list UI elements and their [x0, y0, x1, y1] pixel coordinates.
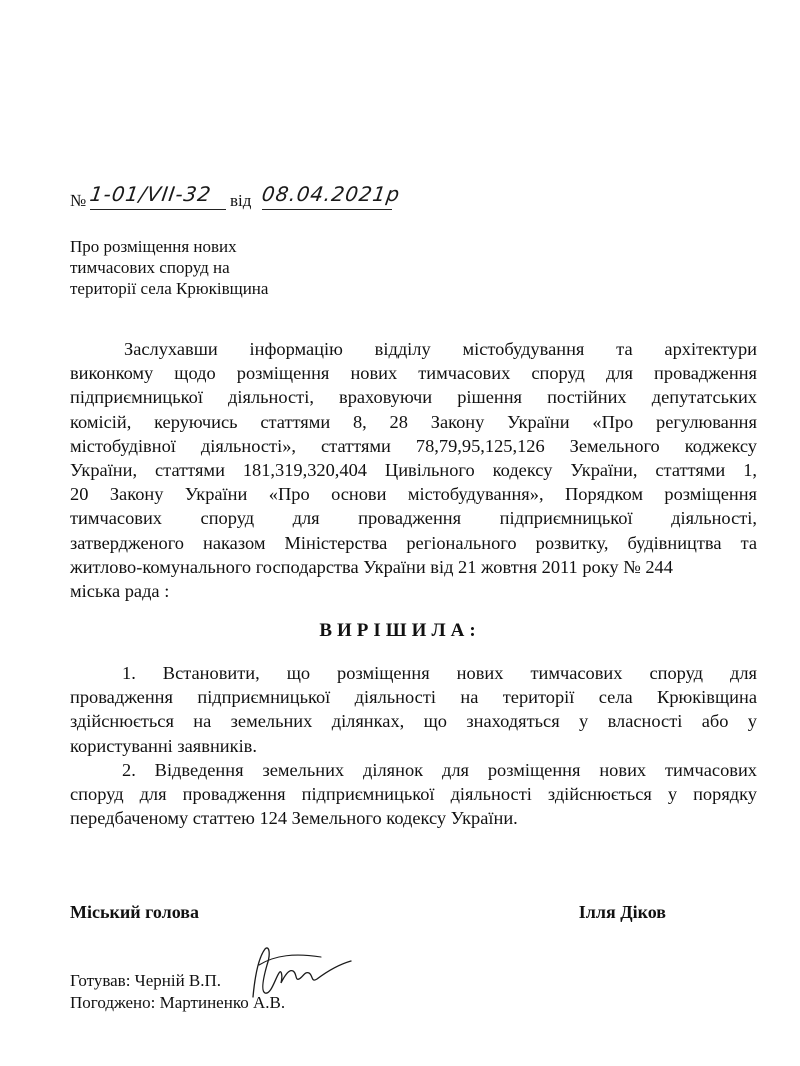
footer-approvals: [70, 970, 285, 1014]
number-label: №: [70, 191, 87, 210]
preamble-line: Заслухавши інформацію відділу містобудування та архітектури: [124, 339, 757, 359]
preamble-line: містобудівної діяльності», статтями 78,79,95,125,126 Земельного коджексу: [70, 435, 757, 456]
preamble-line: України, статтями 181,319,320,404 Цивільного кодексу України, статтями 1,: [70, 459, 757, 480]
preamble-line: міська рада :: [70, 580, 170, 601]
registration-date: 08.04.2021р: [260, 182, 402, 206]
preamble-line: підприємницької діяльності, враховуючи рішення постійних депутатських: [70, 387, 757, 408]
subject-line: території села Крюківщина: [70, 279, 269, 298]
prepared-by: Готував: Черній В.П.: [70, 971, 222, 990]
signatory-name: Ілля Діков: [578, 902, 666, 922]
preamble-line: житлово-комунального господарства України від 21 жовтня 2011 року № 244: [70, 556, 673, 577]
preamble-line: 20 Закону України «Про основи містобудування», Порядком розміщення: [70, 484, 757, 505]
item-line: 1. Встановити, що розміщення нових тимчасових споруд для: [122, 663, 757, 683]
decision-heading: ВИРІШИЛА:: [319, 620, 481, 641]
registration-number: 1-01/VII-32: [88, 182, 213, 206]
subject-line: Про розміщення нових: [70, 237, 237, 256]
date-underline: [262, 209, 392, 210]
preamble-line: комісій, керуючись статтями 8, 28 Закону України «Про регулювання: [70, 411, 757, 432]
decision-items: [70, 661, 757, 830]
document-subject: [70, 236, 390, 299]
item-line: споруд для провадження підприємницької діяльності здійснюється у порядку: [70, 783, 757, 804]
date-label: від: [230, 191, 252, 210]
number-underline: [90, 209, 226, 210]
registration-line: [70, 182, 430, 222]
item-line: 2. Відведення земельних ділянок для розміщення нових тимчасових: [122, 759, 757, 780]
item-line: провадження підприємницької діяльності на території села Крюківщина: [70, 687, 757, 708]
subject-line: тимчасових споруд на: [70, 258, 230, 277]
preamble-line: затвердженого наказом Міністерства регіонального розвитку, будівництва та: [70, 532, 757, 553]
item-line: користуванні заявників.: [70, 735, 257, 756]
item-line: передбаченому статтею 124 Земельного кодексу України.: [70, 808, 518, 829]
item-line: здійснюється на земельних ділянках, що знаходяться у власності або у: [70, 711, 757, 732]
agreed-by: Погоджено: Мартиненко А.В.: [70, 993, 286, 1012]
preamble-line: тимчасових споруд для провадження підприємницької діяльності,: [70, 508, 757, 529]
signatory-title: Міський голова: [70, 902, 199, 922]
preamble-paragraph: [70, 337, 757, 603]
preamble-line: виконкому щодо розміщення нових тимчасових споруд для провадження: [70, 363, 757, 384]
